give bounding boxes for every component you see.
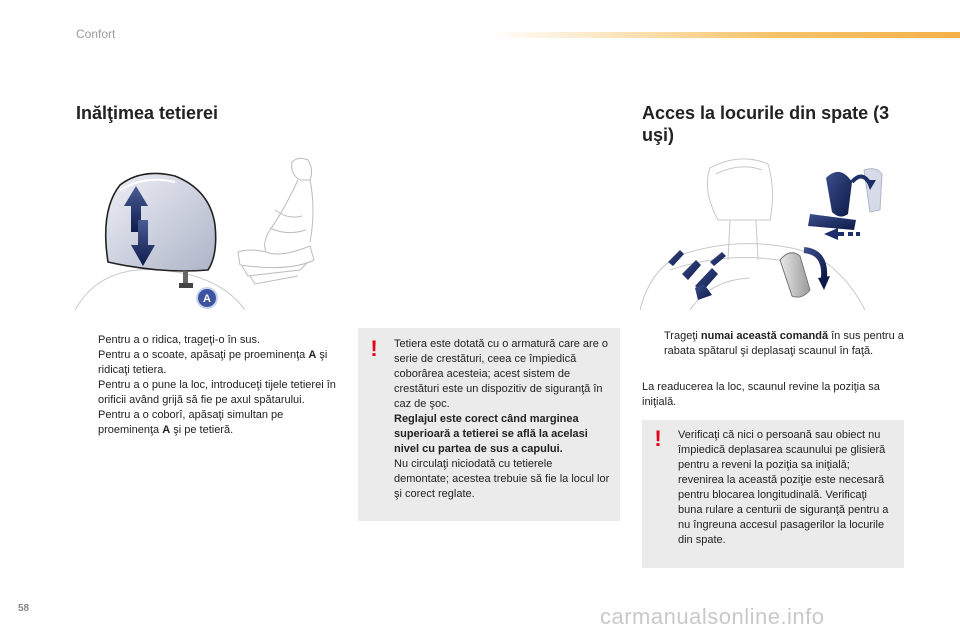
list-item: Pentru a o coborî, apăsaţi simultan pe proeminenţa A şi pe tetieră. [98,409,284,436]
warning-exclamation-icon: ! [654,426,662,451]
rear-access-instructions [642,329,904,359]
watermark: carmanualsonline.info [600,604,825,629]
headrest-warning-note [358,328,620,521]
svg-text:A: A [203,293,211,305]
badge-a-icon [197,288,217,308]
headrest-instructions [76,333,336,438]
list-item: Pentru a o pune la loc, introduceţi tijele tetierei în orificii având grijă să fie pe axul spătarului. [98,379,336,406]
slide-forward-arrows-icon [668,250,726,300]
warning-text: Verificaţi că nici o persoană sau obiect nu împiedică deplasarea scaunului pe glisieră pentru a reveni la poziţia sa iniţială; revenirea la această poziţie este necesară pentru blocarea longitudinală. Verificaţi buna rulare a centurii de siguranţă pentru a nu îngreuna accesul pasagerilor la locurile din spate. [678,429,889,546]
header-gradient-bar [490,32,960,38]
list-item: Pentru a o scoate, apăsaţi pe proeminenţa A şi ridicaţi tetiera. [98,349,328,376]
seat-return-paragraph: La readucerea la loc, scaunul revine la poziţia sa iniţială. [642,381,880,408]
section-label: Confort [76,27,116,41]
page-number: 58 [18,603,30,614]
warning-text: Tetiera este dotată cu o armatură care are o serie de crestături, ceea ce împiedică coborârea acesteia; acest sistem de crestături este un dispozitiv de siguranţă în caz de şoc. Reglajul este corect când marginea superioară a tetierei se află la acelasi nivel cu partea de sus a capului. Nu circulaţi niciodată cu tetierele demontate; acestea trebuie să fie la locul lor şi corect reglate. [394,338,610,500]
seat-sketch [238,158,314,284]
seat-lever-icon [780,250,830,297]
headrest-illustration [70,150,340,320]
warning-exclamation-icon: ! [370,336,378,361]
rear-access-illustration [640,150,910,320]
rear-access-warning-note [642,420,904,568]
list-item: Pentru a o ridica, trageţi-o în sus. [98,334,261,346]
fold-seat-icon [808,169,882,240]
rear-access-title: Acces la locurile din spate (3 uşi) [642,103,890,145]
list-item: Trageţi numai această comandă în sus pentru a rabata spătarul şi deplasaţi scaunul în faţă. [664,330,904,357]
headrest-height-title: Inălţimea tetierei [76,103,219,123]
